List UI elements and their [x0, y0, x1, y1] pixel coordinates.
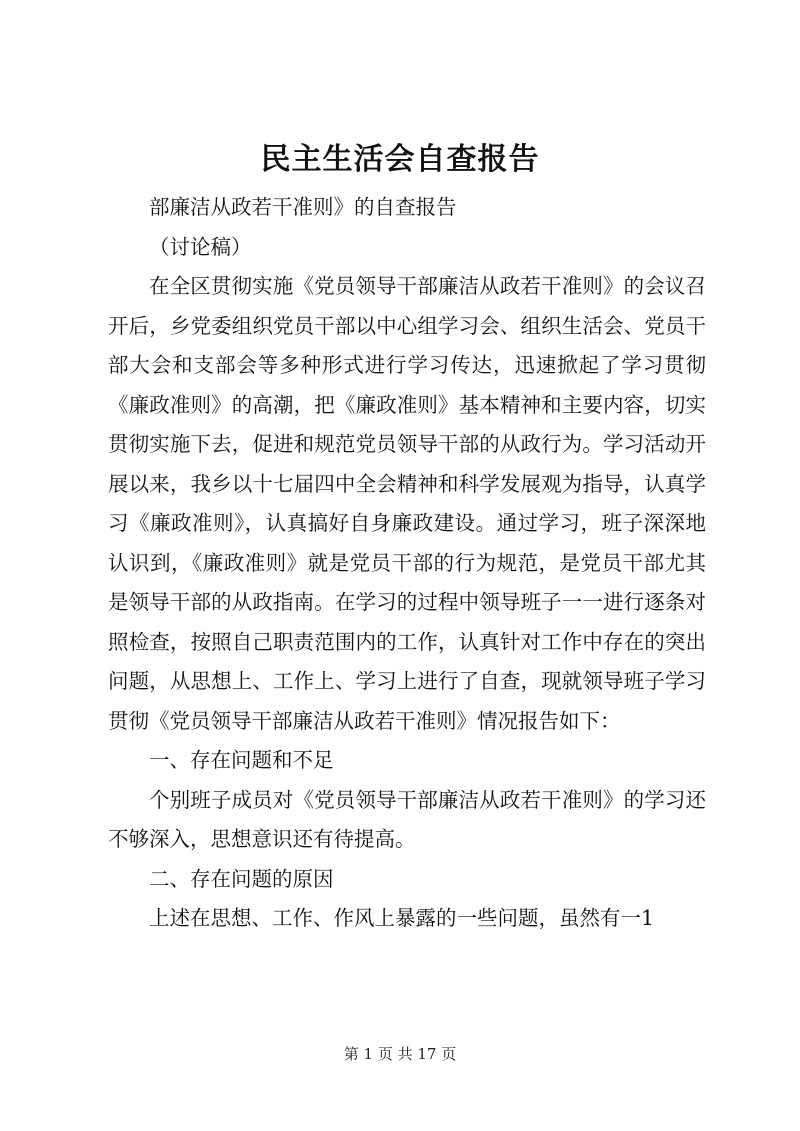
section-heading: 一、存在问题和不足	[149, 748, 334, 772]
page-number-footer: 第 1 页 共 17 页	[343, 1045, 457, 1063]
body-paragraph: 个别班子成员对《党员领导干部廉洁从政若干准则》的学习还不够深入，思想意识还有待提高。	[108, 787, 706, 851]
body-paragraph: 在全区贯彻实施《党员领导干部廉洁从政若干准则》的会议召开后，乡党委组织党员干部以中心组学习会、组织生活会、党员干部大会和支部会等多种形式进行学习传达，迅速掀起了学习贯彻《廉政准则》的高潮，把《廉政准则》基本精神和主要内容，切实贯彻实施下去，促进和规范党员领导干部的从政行为。学习活动开展以来，我乡以十七届四中全会精神和科学发展观为指导，认真学习《廉政准则》，认真搞好自身廉政建设。通过学习，班子深深地认识到，《廉政准则》就是党员干部的行为规范，是党员干部尤其是领导干部的从政指南。在学习的过程中领导班子一一进行逐条对照检查，按照自己职责范围内的工作，认真针对工作中存在的突出问题，从思想上、工作上、学习上进行了自查，现就领导班子学习贯彻《党员领导干部廉洁从政若干准则》情况报告如下：	[108, 274, 706, 733]
body-paragraph: 上述在思想、工作、作风上暴露的一些问题，虽然有一1	[149, 906, 655, 930]
document-title: 民主生活会自查报告	[260, 142, 540, 177]
document-body	[108, 188, 706, 939]
body-paragraph: （讨论稿）	[149, 234, 252, 259]
body-paragraph: 部廉洁从政若干准则》的自查报告	[149, 195, 457, 219]
section-heading: 二、存在问题的原因	[149, 866, 334, 891]
